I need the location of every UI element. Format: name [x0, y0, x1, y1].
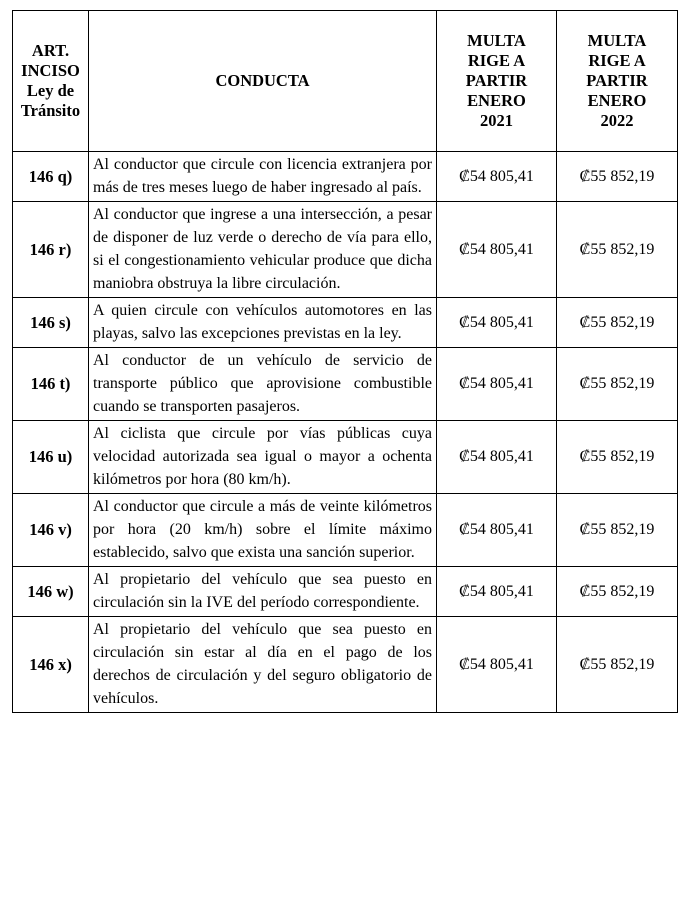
- table-row: [13, 152, 678, 202]
- fine-2021-cell: ₡54 805,41: [437, 298, 557, 348]
- article-cell: 146 x): [13, 617, 89, 713]
- header-m2022-line: RIGE A: [588, 51, 646, 70]
- header-art-line: Ley de: [26, 81, 75, 100]
- header-m2021-line: ENERO: [467, 91, 526, 110]
- conduct-cell: Al conductor que circule a más de veinte kilómetros por hora (20 km/h) sobre el límite máximo establecido, salvo que exista una sanción superior.: [89, 494, 437, 567]
- fine-2022-cell: ₡55 852,19: [557, 202, 678, 298]
- fine-2021-cell: ₡54 805,41: [437, 421, 557, 494]
- conduct-cell: A quien circule con vehículos automotores en las playas, salvo las excepciones previstas en la ley.: [89, 298, 437, 348]
- header-conducta: CONDUCTA: [89, 11, 437, 152]
- header-row: [13, 11, 678, 152]
- table-row: [13, 617, 678, 713]
- header-m2021-line: PARTIR: [465, 71, 528, 90]
- fines-table: [12, 10, 678, 713]
- conduct-cell: Al propietario del vehículo que sea puesto en circulación sin estar al día en el pago de los derechos de circulación y del seguro obligatorio de vehículos.: [89, 617, 437, 713]
- article-cell: 146 t): [13, 348, 89, 421]
- table-row: [13, 494, 678, 567]
- fine-2022-cell: ₡55 852,19: [557, 567, 678, 617]
- table-row: [13, 421, 678, 494]
- conduct-cell: Al ciclista que circule por vías públicas cuya velocidad autorizada sea igual o mayor a ochenta kilómetros por hora (80 km/h).: [89, 421, 437, 494]
- header-m2022-line: ENERO: [587, 91, 647, 110]
- fine-2021-cell: ₡54 805,41: [437, 617, 557, 713]
- table-row: [13, 298, 678, 348]
- article-cell: 146 r): [13, 202, 89, 298]
- header-art-line: ART.: [31, 41, 70, 60]
- header-art: [13, 11, 89, 152]
- fine-2022-cell: ₡55 852,19: [557, 494, 678, 567]
- table-header: [13, 11, 678, 152]
- fine-2022-cell: ₡55 852,19: [557, 617, 678, 713]
- header-m2022-line: PARTIR: [586, 71, 648, 90]
- header-m2021-line: RIGE A: [467, 51, 526, 70]
- fine-2021-cell: ₡54 805,41: [437, 567, 557, 617]
- header-m2021-line: 2021: [480, 111, 513, 130]
- article-cell: 146 q): [13, 152, 89, 202]
- header-m2022-line: MULTA: [587, 31, 647, 50]
- article-cell: 146 v): [13, 494, 89, 567]
- fine-2021-cell: ₡54 805,41: [437, 202, 557, 298]
- article-cell: 146 w): [13, 567, 89, 617]
- fine-2021-cell: ₡54 805,41: [437, 348, 557, 421]
- conduct-cell: Al conductor que ingrese a una intersección, a pesar de disponer de luz verde o derecho de vía para ello, si el congestionamiento vehicular produce que dicha maniobra obstruya la libre circulación.: [89, 202, 437, 298]
- header-m2021-line: MULTA: [467, 31, 526, 50]
- header-multa-2021: [437, 11, 557, 152]
- header-art-line: Tránsito: [20, 101, 81, 120]
- fine-2021-cell: ₡54 805,41: [437, 494, 557, 567]
- article-cell: 146 s): [13, 298, 89, 348]
- fine-2022-cell: ₡55 852,19: [557, 298, 678, 348]
- conduct-cell: Al conductor de un vehículo de servicio de transporte público que aprovisione combustible cuando se transporten pasajeros.: [89, 348, 437, 421]
- fine-2022-cell: ₡55 852,19: [557, 152, 678, 202]
- table-body: [13, 152, 678, 713]
- header-m2022-line: 2022: [600, 111, 634, 130]
- table-row: [13, 567, 678, 617]
- header-art-line: INCISO: [21, 61, 80, 80]
- fine-2022-cell: ₡55 852,19: [557, 421, 678, 494]
- table-row: [13, 348, 678, 421]
- fine-2022-cell: ₡55 852,19: [557, 348, 678, 421]
- conduct-cell: Al propietario del vehículo que sea puesto en circulación sin la IVE del período correspondiente.: [89, 567, 437, 617]
- table-row: [13, 202, 678, 298]
- article-cell: 146 u): [13, 421, 89, 494]
- fine-2021-cell: ₡54 805,41: [437, 152, 557, 202]
- header-multa-2022: [557, 11, 678, 152]
- conduct-cell: Al conductor que circule con licencia extranjera por más de tres meses luego de haber ingresado al país.: [89, 152, 437, 202]
